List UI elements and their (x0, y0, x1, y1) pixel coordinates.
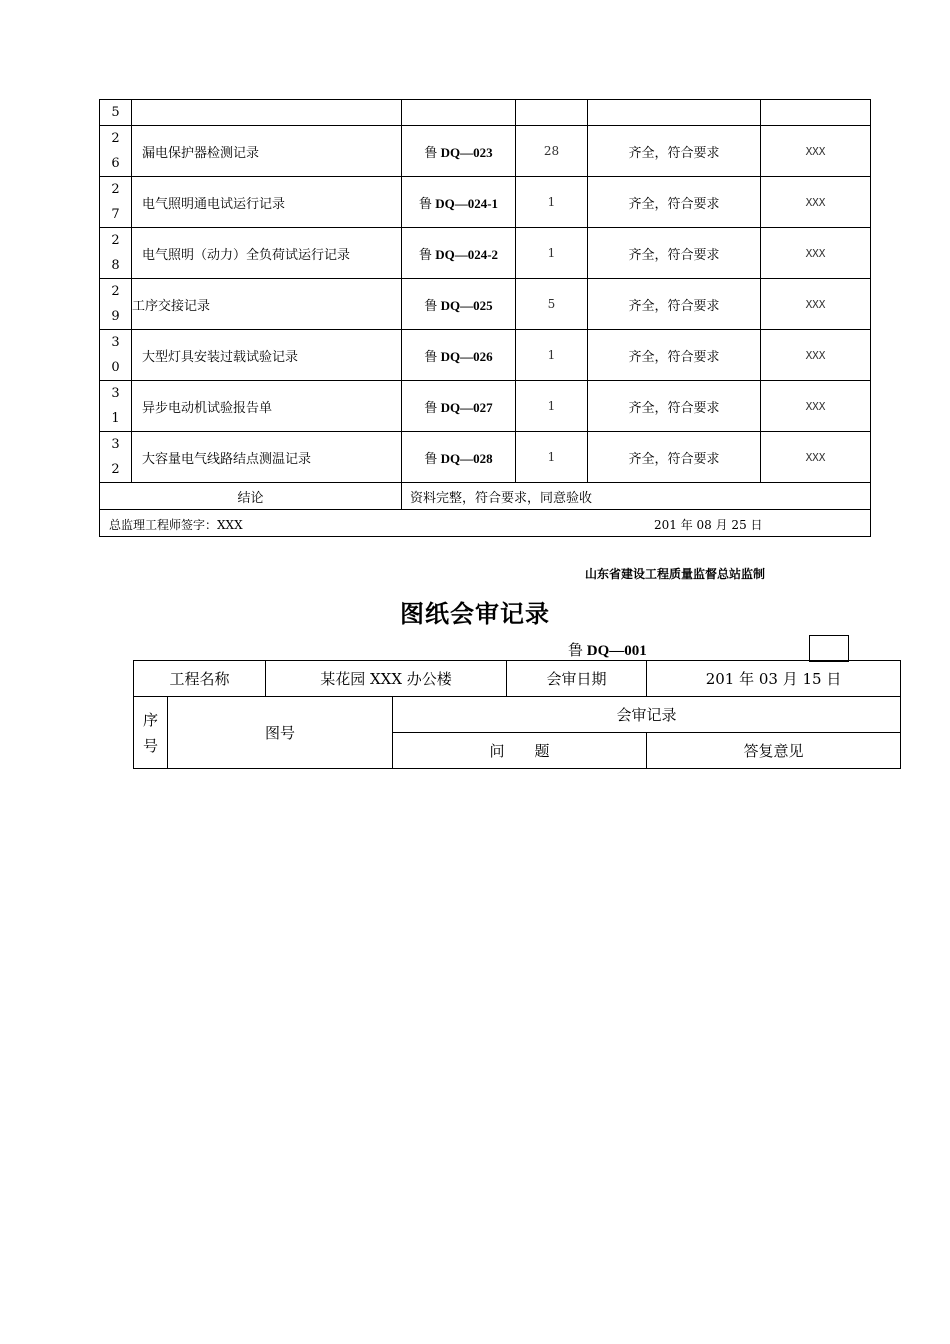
file-name: 电气照明（动力）全负荷试运行记录 (132, 228, 402, 279)
code-value: DQ—024-1 (435, 195, 499, 211)
supervisor-note: 山东省建设工程质量监督总站监制 (585, 567, 766, 581)
page-count: 1 (516, 330, 588, 381)
code-prefix: 鲁 (418, 246, 432, 262)
row-number: 2 6 (100, 126, 132, 177)
code-prefix: 鲁 (424, 450, 438, 466)
page-count: 1 (516, 432, 588, 483)
code-value: DQ—025 (440, 297, 493, 313)
drawing-review-table (133, 660, 901, 769)
code-value: DQ—028 (440, 450, 493, 466)
row-number: 2 9 (100, 279, 132, 330)
conclusion-text: 资料完整，符合要求，同意验收 (402, 483, 871, 510)
form-code-prefix: 鲁 (568, 643, 584, 659)
form-code-value: DQ—001 (586, 643, 647, 659)
reviewer-sign: XXX (761, 432, 871, 483)
file-name: 大型灯具安装过载试验记录 (132, 330, 402, 381)
reviewer-sign: XXX (761, 126, 871, 177)
row-number: 2 7 (100, 177, 132, 228)
signature-date: 201 年 08 月 25 日 (654, 518, 763, 532)
reviewer-sign: XXX (761, 381, 871, 432)
date-label: 会审日期 (507, 661, 647, 697)
table-row (100, 177, 871, 228)
reviewer-sign (761, 100, 871, 126)
date-value: 201 年 03 月 15 日 (647, 661, 901, 697)
form-title: 图纸会审记录 (400, 600, 550, 628)
page-count: 5 (516, 279, 588, 330)
file-code (402, 381, 516, 432)
chief-engineer-signature: 总监理工程师签字：XXX (109, 518, 243, 532)
question-header: 问 题 (393, 733, 647, 769)
review-status: 齐全，符合要求 (588, 228, 761, 279)
code-prefix: 鲁 (418, 195, 432, 211)
page-count (516, 100, 588, 126)
review-record-header: 会审记录 (393, 697, 901, 733)
review-status: 齐全，符合要求 (588, 177, 761, 228)
review-status: 齐全，符合要求 (588, 126, 761, 177)
review-status (588, 100, 761, 126)
project-value: 某花园 XXX 办公楼 (266, 661, 507, 697)
row-number: 3 1 (100, 381, 132, 432)
file-code (402, 432, 516, 483)
file-code (402, 100, 516, 126)
signature-row (100, 510, 871, 537)
row-number: 2 8 (100, 228, 132, 279)
row-number: 5 (100, 100, 132, 126)
file-list-body (100, 100, 871, 483)
table-row (100, 100, 871, 126)
page-count: 28 (516, 126, 588, 177)
reply-header: 答复意见 (647, 733, 901, 769)
file-code (402, 228, 516, 279)
table-row (100, 432, 871, 483)
code-prefix: 鲁 (424, 348, 438, 364)
reviewer-sign: XXX (761, 330, 871, 381)
code-value: DQ—024-2 (435, 246, 499, 262)
reviewer-sign: XXX (761, 279, 871, 330)
code-value: DQ—027 (440, 399, 493, 415)
file-name (132, 100, 402, 126)
table-row (100, 330, 871, 381)
page-count: 1 (516, 381, 588, 432)
signature-cell (100, 510, 871, 537)
page-count: 1 (516, 177, 588, 228)
code-box (809, 635, 849, 662)
file-name: 异步电动机试验报告单 (132, 381, 402, 432)
project-row (134, 661, 901, 697)
project-label: 工程名称 (134, 661, 266, 697)
table-row (100, 228, 871, 279)
review-status: 齐全，符合要求 (588, 279, 761, 330)
form-code (568, 639, 647, 660)
file-name: 漏电保护器检测记录 (132, 126, 402, 177)
table-row (100, 126, 871, 177)
file-name: 大容量电气线路结点测温记录 (132, 432, 402, 483)
review-status: 齐全，符合要求 (588, 432, 761, 483)
reviewer-sign: XXX (761, 177, 871, 228)
reviewer-sign: XXX (761, 228, 871, 279)
seq-label-2: 号 (142, 736, 158, 755)
code-value: DQ—023 (440, 144, 493, 160)
file-list-table (99, 99, 871, 537)
conclusion-row (100, 483, 871, 510)
seq-label-1: 序 (142, 710, 158, 729)
table-row (100, 279, 871, 330)
seq-header (134, 697, 168, 769)
file-name: 工序交接记录 (132, 279, 402, 330)
file-code (402, 330, 516, 381)
code-prefix: 鲁 (424, 297, 438, 313)
file-name: 电气照明通电试运行记录 (132, 177, 402, 228)
review-status: 齐全，符合要求 (588, 330, 761, 381)
table-row (100, 381, 871, 432)
header-row (134, 697, 901, 733)
file-code (402, 126, 516, 177)
drawing-no-header: 图号 (168, 697, 393, 769)
file-code (402, 279, 516, 330)
page-count: 1 (516, 228, 588, 279)
review-status: 齐全，符合要求 (588, 381, 761, 432)
conclusion-label: 结论 (100, 483, 402, 510)
code-prefix: 鲁 (424, 399, 438, 415)
row-number: 3 2 (100, 432, 132, 483)
file-code (402, 177, 516, 228)
row-number: 3 0 (100, 330, 132, 381)
code-prefix: 鲁 (424, 144, 438, 160)
code-value: DQ—026 (440, 348, 493, 364)
